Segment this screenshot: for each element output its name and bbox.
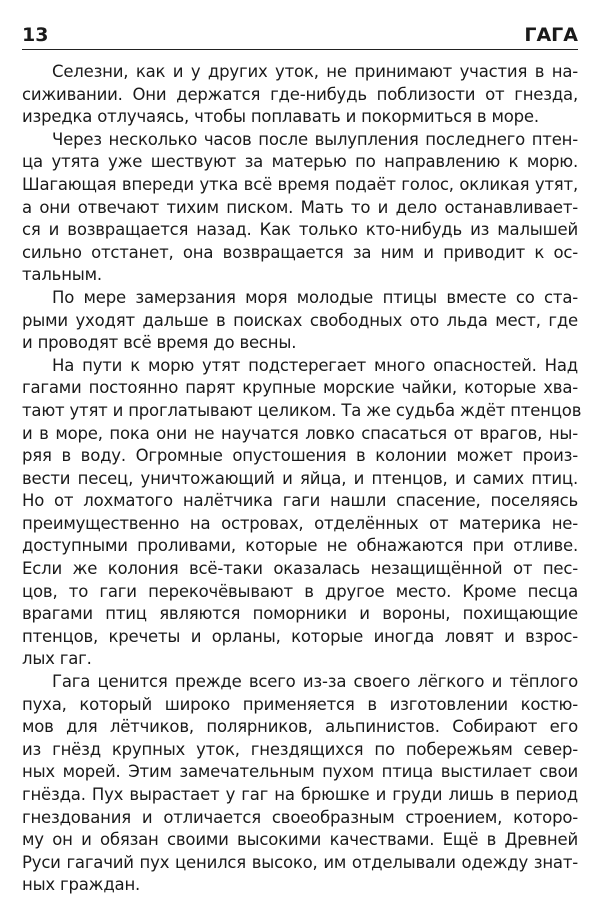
paragraph xyxy=(22,287,578,355)
text-line: а они отвечают тихим писком. Мать то и дело останавливает- xyxy=(22,197,578,217)
text-line: изредка отлучаясь, чтобы поплавать и покормиться в море. xyxy=(22,107,539,127)
text-line: Через несколько часов после вылупления последнего птен- xyxy=(52,129,578,149)
paragraph xyxy=(22,129,578,287)
text-line: ся и возвращается назад. Как только кто-нибудь из малышей xyxy=(22,220,578,240)
text-line: Если же колония всё-таки оказалась незащищённой от пес- xyxy=(22,559,578,579)
paragraph xyxy=(22,61,578,129)
paragraph xyxy=(22,671,578,897)
text-line: ных морей. Этим замечательным пухом птица выстилает свои xyxy=(22,762,578,782)
text-line: лых гаг. xyxy=(22,649,92,669)
text-line: Руси гагачий пух ценился высоко, им отделывали одежду знат- xyxy=(22,852,578,872)
text-line: сильно отстанет, она возвращается за ним и приводит к ос- xyxy=(22,242,578,262)
running-title: ГАГА xyxy=(524,24,578,46)
text-line: гагами постоянно парят крупные морские чайки, которые хва- xyxy=(22,378,578,398)
text-line: сиживании. Они держатся где-нибудь поблизости от гнезда, xyxy=(22,84,578,104)
text-line: Селезни, как и у других уток, не принимают участия в на- xyxy=(52,62,578,81)
text-line: ных граждан. xyxy=(22,875,141,895)
text-line: гнездования и отличается своеобразным строением, которо- xyxy=(22,807,578,827)
text-line: мов для лётчиков, полярников, альпинистов. Собирают его xyxy=(22,717,578,737)
text-line: тальным. xyxy=(22,265,102,285)
text-line: преимущественно на островах, отделённых от материка не- xyxy=(22,513,578,533)
text-line: По мере замерзания моря молодые птицы вместе со ста- xyxy=(52,287,578,307)
text-line: му он и обязан своими высокими качествами. Ещё в Древней xyxy=(22,830,578,850)
text-line: гнёзда. Пух вырастает у гаг на брюшке и груди лишь в период xyxy=(22,785,578,804)
text-line: ца утята уже шествуют за матерью по направлению к морю. xyxy=(22,152,578,172)
paragraph xyxy=(22,355,582,671)
text-line: и в море, пока они не научатся ловко спасаться от врагов, ны- xyxy=(22,423,578,443)
text-line: Шагающая впереди утка всё время подаёт голос, окликая утят, xyxy=(22,174,578,194)
text-line: и проводят всё время до весны. xyxy=(22,333,297,353)
text-line: из гнёзд крупных уток, гнездящихся по побережьям север- xyxy=(22,739,578,759)
page-body xyxy=(22,61,582,897)
text-line: Но от лохматого налётчика гаги нашли спасение, поселяясь xyxy=(22,491,578,511)
text-line: доступными проливами, которые не обнажаются при отливе. xyxy=(22,536,578,556)
text-line: врагами птиц являются поморники и вороны, похищающие xyxy=(22,604,578,624)
text-line: цов, то гаги перекочёвывают в другое место. Кроме песца xyxy=(22,581,578,601)
text-line: На пути к морю утят подстерегает много опасностей. Над xyxy=(52,355,578,375)
text-line: рыми уходят дальше в поисках свободных ото льда мест, где xyxy=(22,310,578,330)
text-line: тают утят и проглатывают целиком. Та же судьба ждёт птенцов xyxy=(22,400,582,420)
page-header xyxy=(22,18,578,50)
text-line: пуха, который широко применяется в изготовлении костю- xyxy=(22,694,578,714)
text-line: вести песец, уничтожающий и яйца, и птенцов, и самих птиц. xyxy=(22,468,578,488)
page-number: 13 xyxy=(22,24,49,46)
text-line: птенцов, кречеты и орланы, которые иногда ловят и взрос- xyxy=(22,626,578,646)
text-line: ряя в воду. Огромные опустошения в колонии может произ- xyxy=(22,446,578,466)
text-line: Гага ценится прежде всего из-за своего лёгкого и тёплого xyxy=(52,672,578,692)
